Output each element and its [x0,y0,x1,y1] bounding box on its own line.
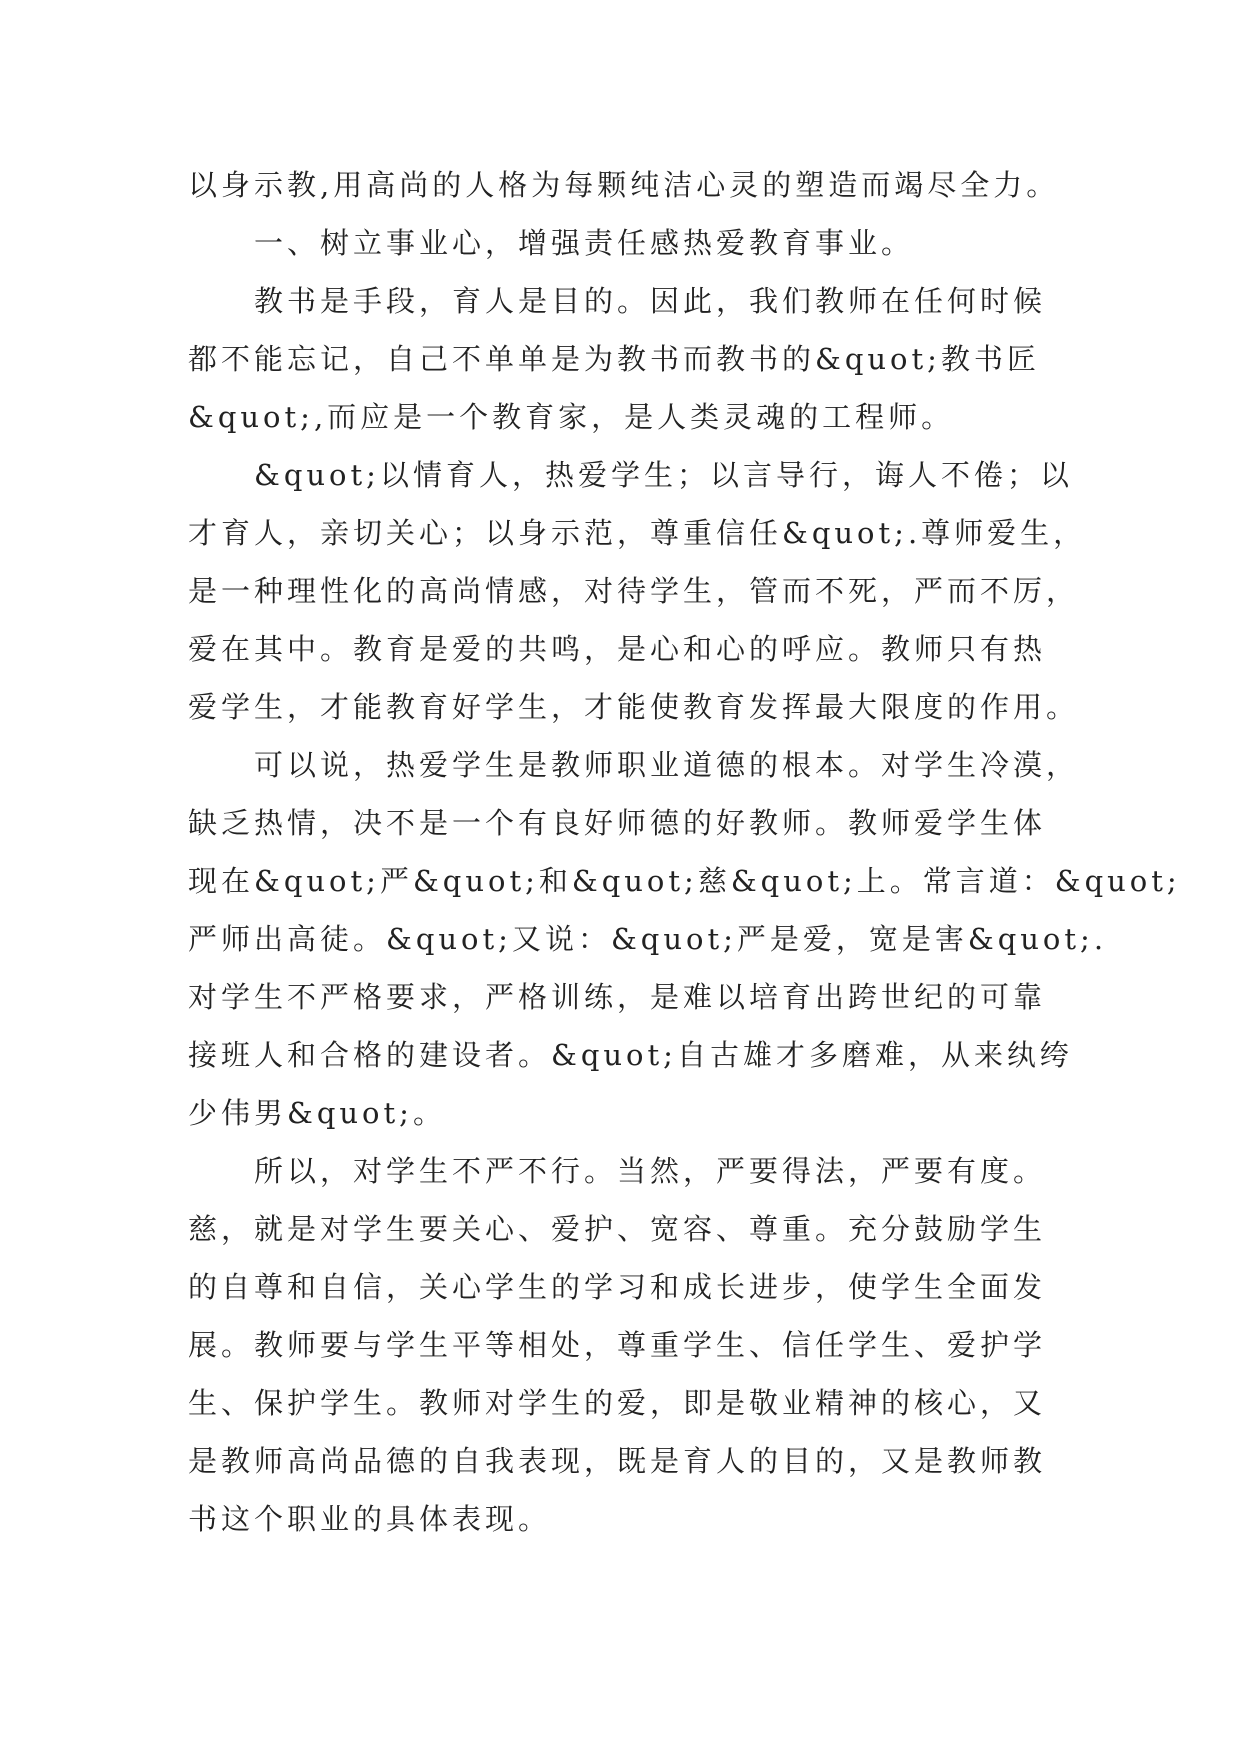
text-line: 严师出高徒。&quot;又说：&quot;严是爱，宽是害&quot;. [188,922,1108,956]
text-line: 都不能忘记，自己不单单是为教书而教书的&quot;教书匠 [188,342,1040,376]
text-line: &quot;以情育人，热爱学生；以言导行，诲人不倦；以 [254,458,1073,492]
text-line: 少伟男&quot;。 [188,1096,446,1130]
text-line: 现在&quot;严&quot;和&quot;慈&quot;上。常言道：&quot; [188,864,1181,898]
text-line: 才育人，亲切关心；以身示范，尊重信任&quot;.尊师爱生， [188,516,1087,550]
text-line: 接班人和合格的建设者。&quot;自古雄才多磨难，从来纨绔 [188,1038,1073,1072]
body-text [188,156,1181,1548]
text-line: 的自尊和自信，关心学生的学习和成长进步，使学生全面发 [188,1270,1047,1304]
text-line: 是教师高尚品德的自我表现，既是育人的目的，又是教师教 [188,1444,1047,1478]
text-line: 是一种理性化的高尚情感，对待学生，管而不死，严而不厉， [188,574,1080,608]
text-line: 爱在其中。教育是爱的共鸣，是心和心的呼应。教师只有热 [188,632,1047,666]
text-line: 缺乏热情，决不是一个有良好师德的好教师。教师爱学生体 [188,806,1047,840]
text-line: 对学生不严格要求，严格训练，是难以培育出跨世纪的可靠 [188,980,1047,1014]
text-line: 所以，对学生不严不行。当然，严要得法，严要有度。 [254,1154,1047,1188]
text-line: 书这个职业的具体表现。 [188,1502,552,1536]
text-line: 生、保护学生。教师对学生的爱，即是敬业精神的核心，又 [188,1386,1047,1420]
text-line: 教书是手段，育人是目的。因此，我们教师在任何时候 [254,284,1047,318]
text-line: 爱学生，才能教育好学生，才能使教育发挥最大限度的作用。 [188,690,1080,724]
text-line: 展。教师要与学生平等相处，尊重学生、信任学生、爱护学 [188,1328,1047,1362]
text-line: 可以说，热爱学生是教师职业道德的根本。对学生冷漠， [254,748,1080,782]
text-line: 慈，就是对学生要关心、爱护、宽容、尊重。充分鼓励学生 [188,1212,1047,1246]
text-line: 以身示教,用高尚的人格为每颗纯洁心灵的塑造而竭尽全力。 [188,168,1060,202]
section-heading: 一、树立事业心，增强责任感热爱教育事业。 [254,226,915,260]
text-line: &quot;,而应是一个教育家，是人类灵魂的工程师。 [188,400,955,434]
